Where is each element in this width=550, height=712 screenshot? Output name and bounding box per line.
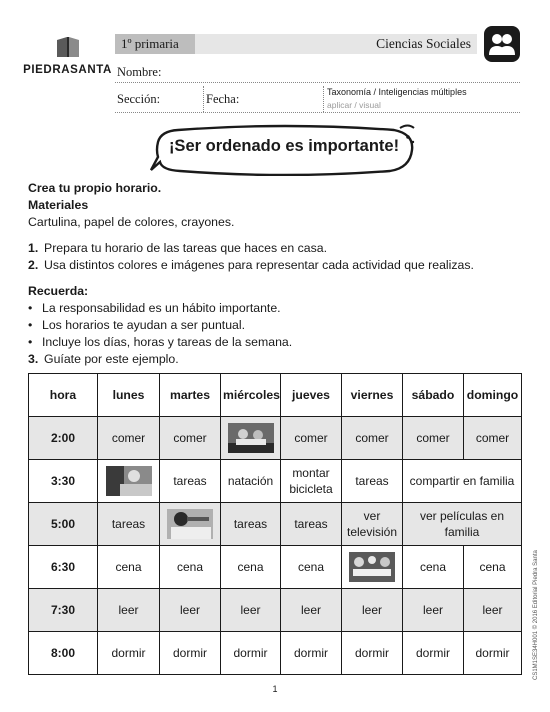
activity-cell: comer [98, 417, 160, 460]
activity-cell: leer [464, 589, 522, 632]
table-row [29, 460, 522, 503]
activity-cell: leer [281, 589, 342, 632]
activity-cell: comer [464, 417, 522, 460]
header-cell: martes [160, 374, 221, 417]
step-item: 2. Usa distintos colores e imágenes para representar cada actividad que realizas. [28, 258, 474, 272]
hour-cell: 7:30 [29, 589, 98, 632]
materials-heading: Materiales [28, 198, 89, 212]
family-dinner-photo-icon [349, 552, 395, 582]
step-item: 3. Guíate por este ejemplo. [28, 352, 179, 366]
activity-cell: montar bicicleta [281, 460, 342, 503]
field-divider [203, 86, 204, 112]
activity-cell: dormir [342, 632, 403, 675]
remember-heading: Recuerda: [28, 284, 89, 298]
instructions [28, 180, 528, 368]
header-cell: miércoles [221, 374, 281, 417]
field-divider [323, 86, 324, 112]
activity-cell: comer [403, 417, 464, 460]
page-title: ¡Ser ordenado es importante! [168, 137, 400, 155]
step-item: 1. Prepara tu horario de las tareas que haces en casa. [28, 241, 328, 255]
activity-cell [342, 546, 403, 589]
activity-cell: natación [221, 460, 281, 503]
table-row [29, 632, 522, 675]
hour-cell: 5:00 [29, 503, 98, 546]
activity-cell: cena [160, 546, 221, 589]
header-bar [115, 34, 477, 54]
activity-cell: leer [342, 589, 403, 632]
activity-cell: comer [281, 417, 342, 460]
activity-cell: cena [281, 546, 342, 589]
header-cell: hora [29, 374, 98, 417]
hour-cell: 2:00 [29, 417, 98, 460]
nombre-label: Nombre: [117, 65, 162, 79]
header-cell: sábado [403, 374, 464, 417]
activity-cell: cena [464, 546, 522, 589]
bullet-item: • Incluye los días, horas y tareas de la semana. [28, 335, 293, 349]
activity-cell: tareas [98, 503, 160, 546]
header-cell: domingo [464, 374, 522, 417]
activity-cell: tareas [281, 503, 342, 546]
seccion-field-line[interactable] [115, 112, 520, 113]
activity-cell: dormir [221, 632, 281, 675]
activity-cell: cena [403, 546, 464, 589]
taxonomy-values: aplicar / visual [327, 100, 381, 110]
eating-photo-icon [228, 423, 274, 453]
table-row [29, 546, 522, 589]
activity-cell: leer [98, 589, 160, 632]
seccion-label: Sección: [117, 92, 161, 106]
header-cell: jueves [281, 374, 342, 417]
activity-cell: dormir [403, 632, 464, 675]
activity-cell: dormir [281, 632, 342, 675]
table-row [29, 417, 522, 460]
grade-label: 1º primaria [115, 34, 195, 54]
bullet-item: • La responsabilidad es un hábito importante. [28, 301, 281, 315]
page-number: 1 [272, 684, 278, 694]
activity-cell: leer [221, 589, 281, 632]
activity-cell: comer [160, 417, 221, 460]
copyright-side-text: CS1M1SE34H001 © 2016 Editorial Piedra Santa [533, 550, 539, 680]
activity-cell: dormir [160, 632, 221, 675]
people-icon [484, 26, 520, 62]
activity-cell: tareas [160, 460, 221, 503]
header-cell: viernes [342, 374, 403, 417]
activity-cell: tareas [221, 503, 281, 546]
table-header-row [29, 374, 522, 417]
hour-cell: 8:00 [29, 632, 98, 675]
activity-cell: comer [342, 417, 403, 460]
hour-cell: 3:30 [29, 460, 98, 503]
activity-cell: ver películas en familia [403, 503, 522, 546]
activity-cell [160, 503, 221, 546]
hour-cell: 6:30 [29, 546, 98, 589]
fecha-label: Fecha: [206, 92, 240, 106]
activity-cell: cena [98, 546, 160, 589]
table-row [29, 589, 522, 632]
activity-cell: dormir [98, 632, 160, 675]
schedule-table [28, 373, 522, 675]
taxonomy-label: Taxonomía / Inteligencias múltiples [327, 87, 467, 97]
subject-label: Ciencias Sociales [376, 36, 471, 51]
brand-name: PIEDRASANTA [23, 64, 112, 76]
activity-cell: leer [403, 589, 464, 632]
activity-cell [221, 417, 281, 460]
activity-cell [98, 460, 160, 503]
activity-cell: ver televisión [342, 503, 403, 546]
intro-line: Crea tu propio horario. [28, 181, 162, 195]
activity-cell: dormir [464, 632, 522, 675]
homework-photo-icon [167, 509, 213, 539]
activity-cell: compartir en familia [403, 460, 522, 503]
activity-cell: leer [160, 589, 221, 632]
activity-cell: cena [221, 546, 281, 589]
studying-photo-icon [106, 466, 152, 496]
book-logo-icon [53, 36, 83, 58]
materials-text: Cartulina, papel de colores, crayones. [28, 215, 235, 229]
table-row [29, 503, 522, 546]
publisher-logo [20, 36, 115, 78]
bullet-item: • Los horarios te ayudan a ser puntual. [28, 318, 246, 332]
activity-cell: tareas [342, 460, 403, 503]
header-cell: lunes [98, 374, 160, 417]
nombre-field-line[interactable] [115, 82, 520, 83]
